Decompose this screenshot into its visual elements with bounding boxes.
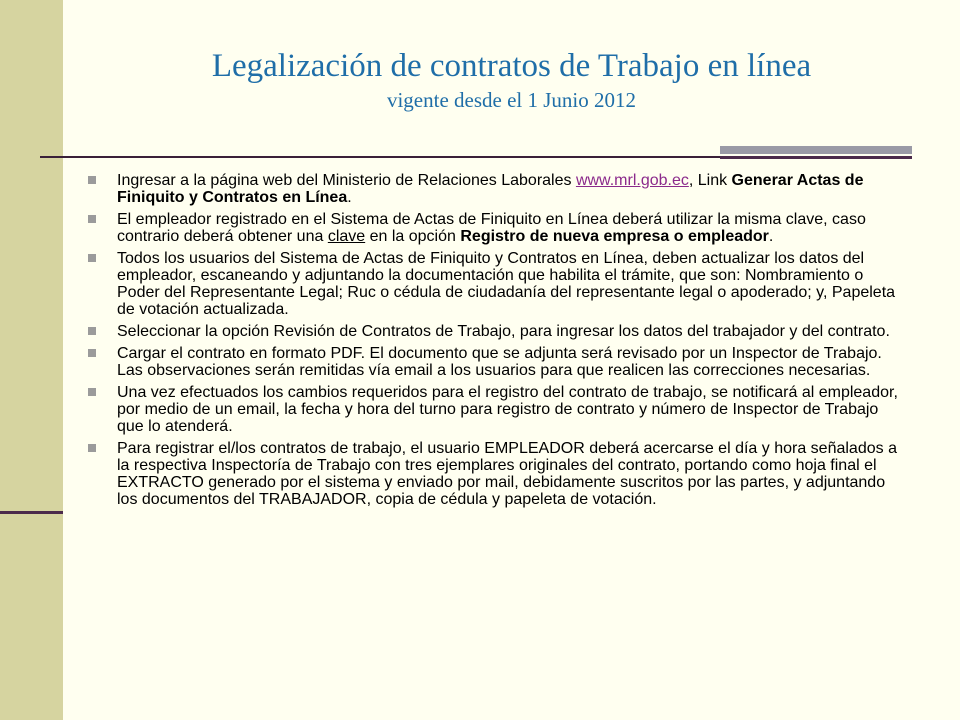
bullet-text: Cargar el contrato en formato PDF. El documento que se adjunta será revisado por un Inspector de Trabajo. Las observaciones serán remitidas vía email a los usuarios para que realicen las correcciones necesarias.: [117, 345, 882, 379]
bullet-list: [88, 172, 908, 513]
bullet-bold-text: Registro de nueva empresa o empleador: [460, 228, 769, 245]
bullet-text: Para registrar el/los contratos de trabajo, el usuario EMPLEADOR deberá acercarse el día y hora señalados a la respectiva Inspectoría de Trabajo con tres ejemplares originales del contrato, portando como hoja final el EXTRACTO generado por el sistema y enviado por mail, debidamente suscritos por las partes, y adjuntando los documentos del TRABAJADOR, copia de cédula y papeleta de votación.: [117, 440, 897, 508]
slide-title: [63, 46, 960, 114]
bullet-text: Una vez efectuados los cambios requeridos para el registro del contrato de trabajo, se notificará al empleador, por medio de un email, la fecha y hora del turno para registro de contrato y número de Inspector de Trabajo que lo atenderá.: [117, 384, 898, 435]
bullet-text: Todos los usuarios del Sistema de Actas de Finiquito y Contratos en Línea, deben actualizar los datos del empleador, escaneando y adjuntando la documentación que habilita el trámite, que son: Nombramiento o Poder del Representante Legal; Ruc o cédula de ciudadanía del representante legal o apoderado; y, Papeleta de votación actualizada.: [117, 250, 896, 318]
list-item: [88, 211, 908, 245]
bullet-text: en la opción: [365, 228, 461, 245]
bullet-text: El empleador registrado en el Sistema de Actas de Finiquito en Línea deberá utilizar la misma clave, caso contrario deberá obtener una: [117, 211, 866, 245]
bullet-bold-text: Generar Actas de Finiquito y Contratos en Línea: [117, 172, 864, 206]
bullet-square-icon: [88, 388, 96, 396]
bullet-square-icon: [88, 215, 96, 223]
list-item: [88, 250, 908, 318]
list-item: [88, 345, 908, 379]
list-item: [88, 440, 908, 508]
list-item: [88, 323, 908, 340]
mrl-website-link[interactable]: www.mrl.gob.ec: [575, 172, 689, 189]
bullet-text: Ingresar a la página web del Ministerio de Relaciones Laborales: [117, 172, 576, 189]
bullet-square-icon: [88, 254, 96, 262]
bullet-underlined-text: clave: [327, 228, 366, 245]
list-item: [88, 172, 908, 206]
bullet-text: , Link: [688, 172, 732, 189]
bullet-square-icon: [88, 349, 96, 357]
left-band-accent: [0, 511, 63, 514]
bullet-square-icon: [88, 444, 96, 452]
divider-accent-grey: [720, 146, 912, 154]
left-decorative-band: [0, 0, 63, 720]
list-item: [88, 384, 908, 435]
title-main: Legalización de contratos de Trabajo en línea: [211, 48, 812, 84]
bullet-text: Seleccionar la opción Revisión de Contratos de Trabajo, para ingresar los datos del trabajador y del contrato.: [117, 323, 890, 340]
bullet-text: .: [347, 189, 352, 206]
bullet-text: .: [768, 228, 774, 245]
title-subtitle: vigente desde el 1 Junio 2012: [386, 88, 637, 112]
bullet-square-icon: [88, 327, 96, 335]
divider-accent-dark: [720, 156, 912, 159]
bullet-square-icon: [88, 176, 96, 184]
